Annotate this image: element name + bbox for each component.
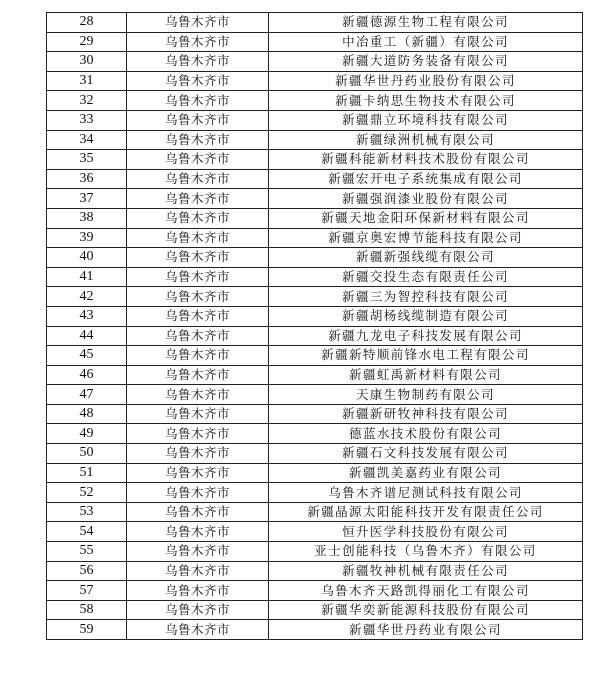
city-cell: 乌鲁木齐市 xyxy=(127,228,269,248)
city-cell: 乌鲁木齐市 xyxy=(127,13,269,33)
table-row xyxy=(47,561,583,581)
company-name-cell: 新疆宏开电子系统集成有限公司 xyxy=(269,169,583,189)
table-row xyxy=(47,463,583,483)
table-row xyxy=(47,502,583,522)
row-number-cell: 38 xyxy=(47,208,127,228)
city-cell: 乌鲁木齐市 xyxy=(127,502,269,522)
city-cell: 乌鲁木齐市 xyxy=(127,248,269,268)
city-cell: 乌鲁木齐市 xyxy=(127,542,269,562)
table-row xyxy=(47,385,583,405)
company-name-cell: 新疆绿洲机械有限公司 xyxy=(269,130,583,150)
city-cell: 乌鲁木齐市 xyxy=(127,169,269,189)
city-cell: 乌鲁木齐市 xyxy=(127,424,269,444)
row-number-cell: 57 xyxy=(47,581,127,601)
city-cell: 乌鲁木齐市 xyxy=(127,189,269,209)
company-name-cell: 新疆天地金阳环保新材料有限公司 xyxy=(269,208,583,228)
company-name-cell: 亚士创能科技（乌鲁木齐）有限公司 xyxy=(269,542,583,562)
city-cell: 乌鲁木齐市 xyxy=(127,600,269,620)
row-number-cell: 41 xyxy=(47,267,127,287)
table-body xyxy=(47,13,583,640)
row-number-cell: 53 xyxy=(47,502,127,522)
table-row xyxy=(47,522,583,542)
company-name-cell: 新疆新特顺前锋水电工程有限公司 xyxy=(269,346,583,366)
row-number-cell: 52 xyxy=(47,483,127,503)
city-cell: 乌鲁木齐市 xyxy=(127,620,269,640)
company-name-cell: 新疆华世丹药业股份有限公司 xyxy=(269,71,583,91)
table-row xyxy=(47,306,583,326)
city-cell: 乌鲁木齐市 xyxy=(127,91,269,111)
row-number-cell: 40 xyxy=(47,248,127,268)
row-number-cell: 34 xyxy=(47,130,127,150)
city-cell: 乌鲁木齐市 xyxy=(127,110,269,130)
company-name-cell: 新疆晶源太阳能科技开发有限责任公司 xyxy=(269,502,583,522)
city-cell: 乌鲁木齐市 xyxy=(127,326,269,346)
company-name-cell: 乌鲁木齐天路凯得丽化工有限公司 xyxy=(269,581,583,601)
document-page xyxy=(46,12,582,640)
row-number-cell: 50 xyxy=(47,444,127,464)
row-number-cell: 56 xyxy=(47,561,127,581)
table-row xyxy=(47,600,583,620)
table-row xyxy=(47,52,583,72)
company-name-cell: 新疆牧神机械有限责任公司 xyxy=(269,561,583,581)
table-row xyxy=(47,444,583,464)
city-cell: 乌鲁木齐市 xyxy=(127,385,269,405)
table-row xyxy=(47,483,583,503)
city-cell: 乌鲁木齐市 xyxy=(127,346,269,366)
table-row xyxy=(47,542,583,562)
company-name-cell: 新疆交投生态有限责任公司 xyxy=(269,267,583,287)
city-cell: 乌鲁木齐市 xyxy=(127,561,269,581)
company-name-cell: 新疆新研牧神科技有限公司 xyxy=(269,404,583,424)
company-name-cell: 新疆九龙电子科技发展有限公司 xyxy=(269,326,583,346)
company-name-cell: 新疆新强线缆有限公司 xyxy=(269,248,583,268)
city-cell: 乌鲁木齐市 xyxy=(127,522,269,542)
table-row xyxy=(47,110,583,130)
city-cell: 乌鲁木齐市 xyxy=(127,581,269,601)
table-row xyxy=(47,91,583,111)
row-number-cell: 48 xyxy=(47,404,127,424)
row-number-cell: 55 xyxy=(47,542,127,562)
table-row xyxy=(47,13,583,33)
company-name-cell: 天康生物制药有限公司 xyxy=(269,385,583,405)
row-number-cell: 29 xyxy=(47,32,127,52)
city-cell: 乌鲁木齐市 xyxy=(127,365,269,385)
company-name-cell: 中冶重工（新疆）有限公司 xyxy=(269,32,583,52)
row-number-cell: 33 xyxy=(47,110,127,130)
company-name-cell: 新疆大道防务装备有限公司 xyxy=(269,52,583,72)
table-row xyxy=(47,424,583,444)
city-cell: 乌鲁木齐市 xyxy=(127,32,269,52)
city-cell: 乌鲁木齐市 xyxy=(127,483,269,503)
city-cell: 乌鲁木齐市 xyxy=(127,463,269,483)
city-cell: 乌鲁木齐市 xyxy=(127,306,269,326)
city-cell: 乌鲁木齐市 xyxy=(127,287,269,307)
row-number-cell: 36 xyxy=(47,169,127,189)
row-number-cell: 44 xyxy=(47,326,127,346)
row-number-cell: 45 xyxy=(47,346,127,366)
city-cell: 乌鲁木齐市 xyxy=(127,52,269,72)
row-number-cell: 35 xyxy=(47,150,127,170)
city-cell: 乌鲁木齐市 xyxy=(127,150,269,170)
city-cell: 乌鲁木齐市 xyxy=(127,71,269,91)
table-row xyxy=(47,581,583,601)
row-number-cell: 47 xyxy=(47,385,127,405)
row-number-cell: 31 xyxy=(47,71,127,91)
row-number-cell: 28 xyxy=(47,13,127,33)
table-row xyxy=(47,287,583,307)
table-row xyxy=(47,346,583,366)
row-number-cell: 42 xyxy=(47,287,127,307)
table-row xyxy=(47,404,583,424)
city-cell: 乌鲁木齐市 xyxy=(127,444,269,464)
company-name-cell: 新疆强润漆业股份有限公司 xyxy=(269,189,583,209)
company-name-cell: 乌鲁木齐谱尼测试科技有限公司 xyxy=(269,483,583,503)
row-number-cell: 49 xyxy=(47,424,127,444)
company-name-cell: 新疆京奥宏博节能科技有限公司 xyxy=(269,228,583,248)
table-row xyxy=(47,267,583,287)
row-number-cell: 32 xyxy=(47,91,127,111)
table-row xyxy=(47,189,583,209)
table-row xyxy=(47,620,583,640)
company-name-cell: 新疆虹禹新材料有限公司 xyxy=(269,365,583,385)
row-number-cell: 43 xyxy=(47,306,127,326)
table-row xyxy=(47,248,583,268)
row-number-cell: 54 xyxy=(47,522,127,542)
company-name-cell: 新疆华奕新能源科技股份有限公司 xyxy=(269,600,583,620)
company-name-cell: 新疆德源生物工程有限公司 xyxy=(269,13,583,33)
table-row xyxy=(47,169,583,189)
table-row xyxy=(47,150,583,170)
company-name-cell: 新疆卡纳思生物技术有限公司 xyxy=(269,91,583,111)
company-name-cell: 德蓝水技术股份有限公司 xyxy=(269,424,583,444)
row-number-cell: 51 xyxy=(47,463,127,483)
company-list-table xyxy=(46,12,583,640)
company-name-cell: 恒升医学科技股份有限公司 xyxy=(269,522,583,542)
table-row xyxy=(47,130,583,150)
row-number-cell: 58 xyxy=(47,600,127,620)
table-row xyxy=(47,365,583,385)
row-number-cell: 59 xyxy=(47,620,127,640)
city-cell: 乌鲁木齐市 xyxy=(127,267,269,287)
row-number-cell: 30 xyxy=(47,52,127,72)
table-row xyxy=(47,208,583,228)
row-number-cell: 46 xyxy=(47,365,127,385)
row-number-cell: 37 xyxy=(47,189,127,209)
company-name-cell: 新疆三为智控科技有限公司 xyxy=(269,287,583,307)
company-name-cell: 新疆鼎立环境科技有限公司 xyxy=(269,110,583,130)
company-name-cell: 新疆凯美嘉药业有限公司 xyxy=(269,463,583,483)
table-row xyxy=(47,71,583,91)
table-row xyxy=(47,32,583,52)
city-cell: 乌鲁木齐市 xyxy=(127,208,269,228)
table-row xyxy=(47,228,583,248)
city-cell: 乌鲁木齐市 xyxy=(127,130,269,150)
city-cell: 乌鲁木齐市 xyxy=(127,404,269,424)
table-row xyxy=(47,326,583,346)
company-name-cell: 新疆华世丹药业有限公司 xyxy=(269,620,583,640)
company-name-cell: 新疆科能新材料技术股份有限公司 xyxy=(269,150,583,170)
company-name-cell: 新疆石文科技发展有限公司 xyxy=(269,444,583,464)
row-number-cell: 39 xyxy=(47,228,127,248)
company-name-cell: 新疆胡杨线缆制造有限公司 xyxy=(269,306,583,326)
